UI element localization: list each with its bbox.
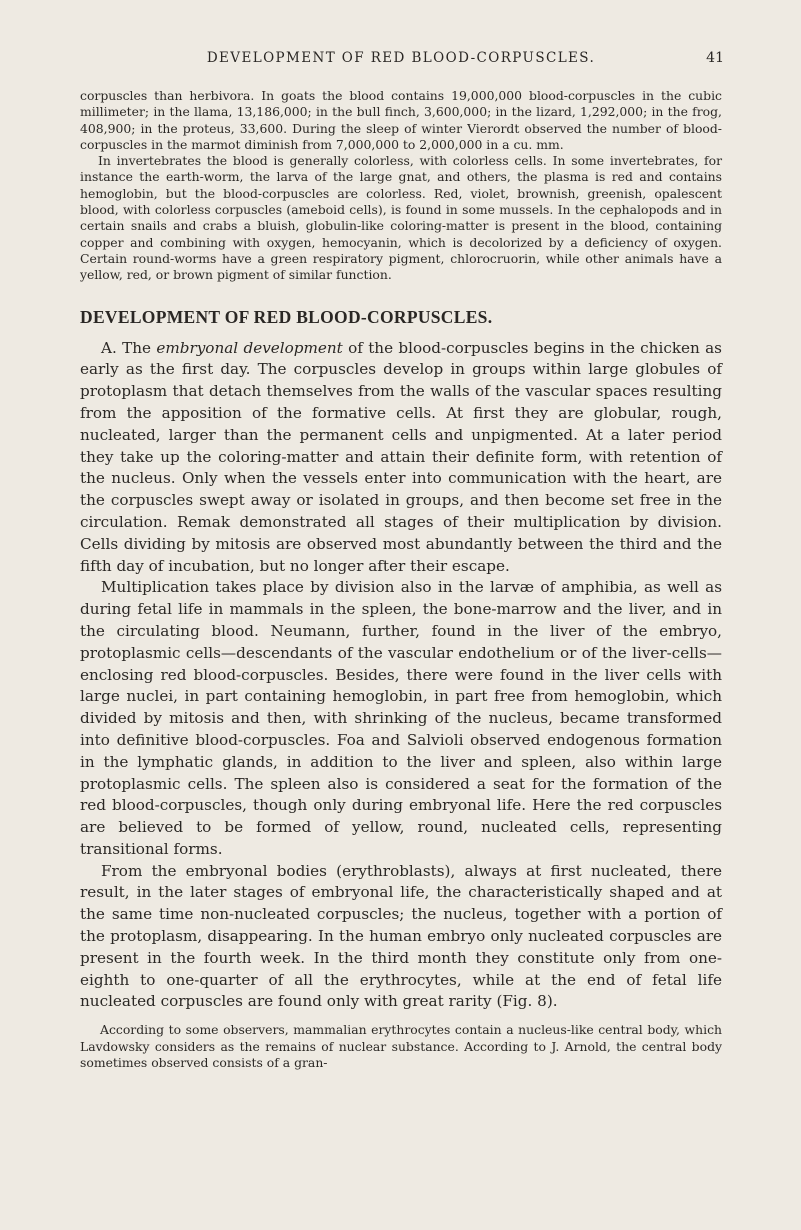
intro-paragraph: corpuscles than herbivora. In goats the blood contains 19,000,000 blood-corpuscles in the cubic millimeter; in the llama, 13,186,000; in the bull finch, 3,600,000; in the lizard, 1,292,000; in the frog, 408,900; in the proteus, 33,600. During the sleep of winter Vierordt observed the number of blood-corpuscles in the marmot diminish from 7,000,000 to 2,000,000 in a cu. mm. [80,88,722,152]
intro-paragraph: In invertebrates the blood is generally colorless, with colorless cells. In some invertebrates, for instance the earth-worm, the larva of the large gnat, and others, the plasma is red and contains hemoglobin, but the blood-corpuscles are colorless. Red, violet, brownish, greenish, opalescent blood, with colorless corpuscles (ameboid cells), is found in some mussels. In the cephalopods and in certain snails and crabs a bluish, globulin-like coloring-matter is present in the blood, containing copper and combining with oxygen, hemocyanin, which is decolorized by a deficiency of oxygen. Certain round-worms have a green respiratory pigment, chlorocruorin, while other animals have a yellow, red, or brown pigment of similar function. [80,153,722,283]
section-heading: DEVELOPMENT OF RED BLOOD-CORPUSCLES. [80,306,493,327]
paragraph-lead: A. The [101,338,157,357]
footnote [80,1022,722,1072]
paragraph-rest: of the blood-corpuscles begins in the chicken as early as the first day. The corpuscles develop in groups within large globules of protoplasm that detach themselves from the walls of the vascular spaces resulting from the apposition of the formative cells. At first they are globular, rough, nucleated, larger than the permanent cells and unpigmented. At a later period they take up the coloring-matter and attain their definite form, with retention of the nucleus. Only when the vessels enter into communication with the heart, are the corpuscles swept away or isolated in groups, and then become set free in the circulation. Remak demonstrated all stages of their multiplication by division. Cells dividing by mitosis are observed most abundantly between the third and the fifth day of incubation, but no longer after their escape. [80,338,722,575]
section-body [80,338,722,1014]
running-head-title: DEVELOPMENT OF RED BLOOD-CORPUSCLES. [206,50,596,66]
page-number: 41 [706,50,724,66]
body-paragraph: Multiplication takes place by division also in the larvæ of amphibia, as well as during fetal life in mammals in the spleen, the bone-marrow and the liver, and in the circulating blood. Neumann, further, found in the liver of the embryo, protoplasmic cells—descendants of the vascular endothelium or of the liver-cells—enclosing red blood-corpuscles. Besides, there were found in the liver cells with large nuclei, in part containing hemoglobin, in part free from hemoglobin, which divided by mitosis and then, with shrinking of the nucleus, became transformed into definitive blood-corpuscles. Foa and Salvioli observed endogenous formation in the lymphatic glands, in addition to the liver and spleen, also within large protoplasmic cells. The spleen also is considered a seat for the formation of the red blood-corpuscles, though only during embryonal life. Here the red corpuscles are believed to be formed of yellow, round, nucleated cells, representing transitional forms. [80,578,722,858]
footnote-text: According to some observers, mammalian erythrocytes contain a nucleus-like central body, which Lavdowsky considers as the remains of nuclear substance. According to J. Arnold, the central body sometimes observed consists of a gran- [80,1022,722,1071]
emphasis-term: embryonal development [156,338,343,357]
book-page [80,50,722,1072]
body-paragraph-a [80,338,722,578]
body-paragraph: From the embryonal bodies (erythroblasts), always at first nucleated, there result, in the later stages of embryonal life, the characteristically shaped and at the same time non-nucleated corpuscles; the nucleus, together with a portion of the protoplasm, disappearing. In the human embryo only nucleated corpuscles are present in the fourth week. In the third month they constitute only from one-eighth to one-quarter of all the erythrocytes, while at the end of fetal life nucleated corpuscles are found only with great rarity (Fig. 8). [80,861,722,1011]
intro-text [80,88,722,284]
running-head [80,50,722,74]
